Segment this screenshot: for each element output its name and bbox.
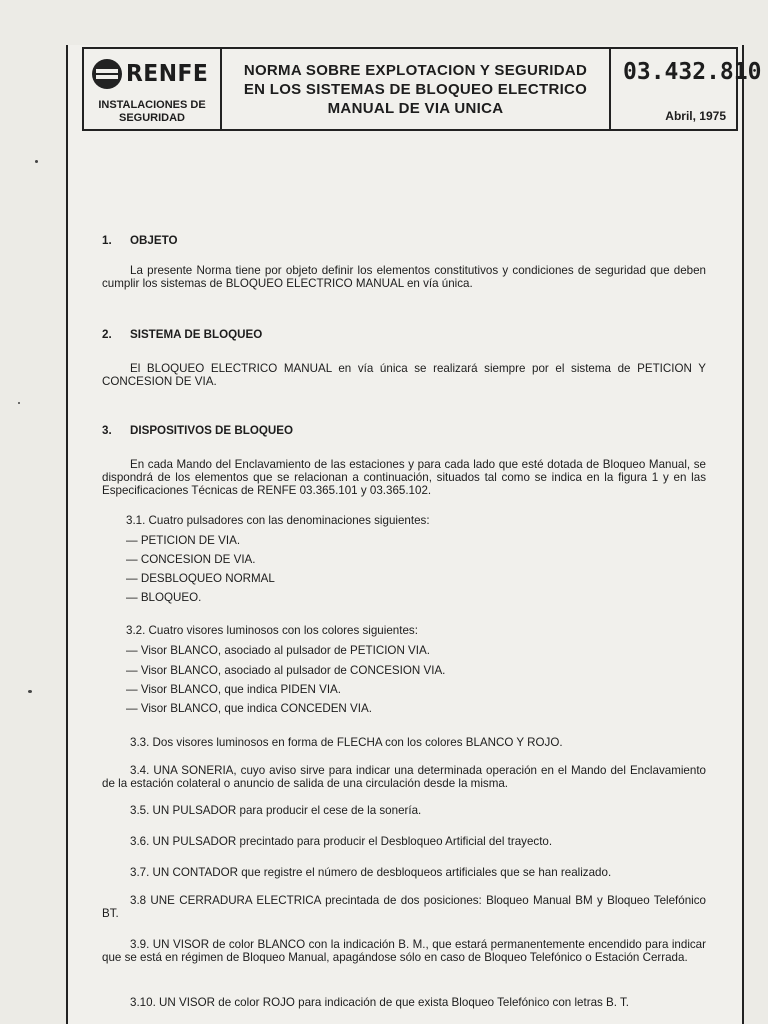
list-item: 3.6. UN PULSADOR precintado para producir el Desbloqueo Artificial del trayecto.: [130, 835, 553, 848]
scan-speck: [35, 160, 38, 163]
list-item: 3.2. Cuatro visores luminosos con los colores siguientes:: [126, 624, 418, 637]
list-item: 3.5. UN PULSADOR para producir el cese de la sonería.: [130, 804, 422, 817]
title-line: NORMA SOBRE EXPLOTACION Y SEGURIDAD: [243, 61, 588, 79]
header-logo-cell: [84, 49, 222, 129]
title-line: EN LOS SISTEMAS DE BLOQUEO ELECTRICO: [243, 80, 588, 98]
paragraph: El BLOQUEO ELECTRICO MANUAL en vía única se realizará siempre por el sistema de PETICION Y CONCESION DE VIA.: [102, 362, 706, 388]
header-title-cell: [222, 49, 611, 129]
section-heading: 2. SISTEMA DE BLOQUEO: [102, 328, 263, 341]
department-label: INSTALACIONES DE SEGURIDAD: [98, 99, 206, 124]
renfe-logo-icon: [92, 59, 122, 89]
paragraph: La presente Norma tiene por objeto definir los elementos constitutivos y condiciones de seguridad que deben cumplir los sistemas de BLOQUEO ELECTRICO MANUAL en vía única.: [102, 264, 706, 290]
document-code: 03.432.810: [623, 59, 762, 85]
list-item: — Visor BLANCO, que indica CONCEDEN VIA.: [126, 702, 730, 715]
logo-text: RENFE: [126, 61, 209, 87]
scan-speck: [28, 690, 32, 693]
list-item: — Visor BLANCO, asociado al pulsador de PETICION VIA.: [126, 644, 730, 657]
document-date: Abril, 1975: [665, 109, 726, 123]
list-item: 3.4. UNA SONERIA, cuyo aviso sirve para indicar una determinada operación en el Mando del Enclavamiento de la estación colateral o anuncio de salida de una circulación desde la misma.: [102, 764, 706, 790]
list-item: 3.1. Cuatro pulsadores con las denominaciones siguientes:: [126, 514, 430, 527]
list-item: — CONCESION DE VIA.: [126, 553, 730, 566]
list-item: 3.8 UNE CERRADURA ELECTRICA precintada de dos posiciones: Bloqueo Manual BM y Bloqueo Telefónico BT.: [102, 894, 706, 920]
list-item: — PETICION DE VIA.: [126, 534, 730, 547]
document-header: [82, 47, 762, 131]
list-item: — BLOQUEO.: [126, 591, 730, 604]
list-item: — Visor BLANCO, que indica PIDEN VIA.: [126, 683, 730, 696]
list-item: 3.10. UN VISOR de color ROJO para indicación de que exista Bloqueo Telefónico con letras B. T.: [130, 996, 630, 1009]
list-item: 3.9. UN VISOR de color BLANCO con la indicación B. M., que estará permanentemente encendido para indicar que se está en régimen de Bloqueo Manual, apagándose sólo en caso de Bloqueo Telefónico o Estación Cerrada.: [102, 938, 706, 964]
section-heading: 1. OBJETO: [102, 234, 178, 247]
list-item: — DESBLOQUEO NORMAL: [126, 572, 730, 585]
list-item: 3.7. UN CONTADOR que registre el número de desbloqueos artificiales que se han realizado.: [130, 866, 612, 879]
header-code-cell: [611, 49, 762, 129]
list-item: 3.3. Dos visores luminosos en forma de FLECHA con los colores BLANCO Y ROJO.: [130, 736, 563, 749]
list-item: — Visor BLANCO, asociado al pulsador de CONCESION VIA.: [126, 664, 730, 677]
paragraph: En cada Mando del Enclavamiento de las estaciones y para cada lado que esté dotada de Bloqueo Manual, se dispondrá de los elementos que se relacionan a continuación, situados tal como se indica en la figura 1 y en las Especificaciones Técnicas de RENFE 03.365.101 y 03.365.102.: [102, 458, 706, 497]
section-heading: 3. DISPOSITIVOS DE BLOQUEO: [102, 424, 293, 437]
title-line: MANUAL DE VIA UNICA: [327, 99, 504, 117]
scan-speck: [18, 402, 20, 404]
